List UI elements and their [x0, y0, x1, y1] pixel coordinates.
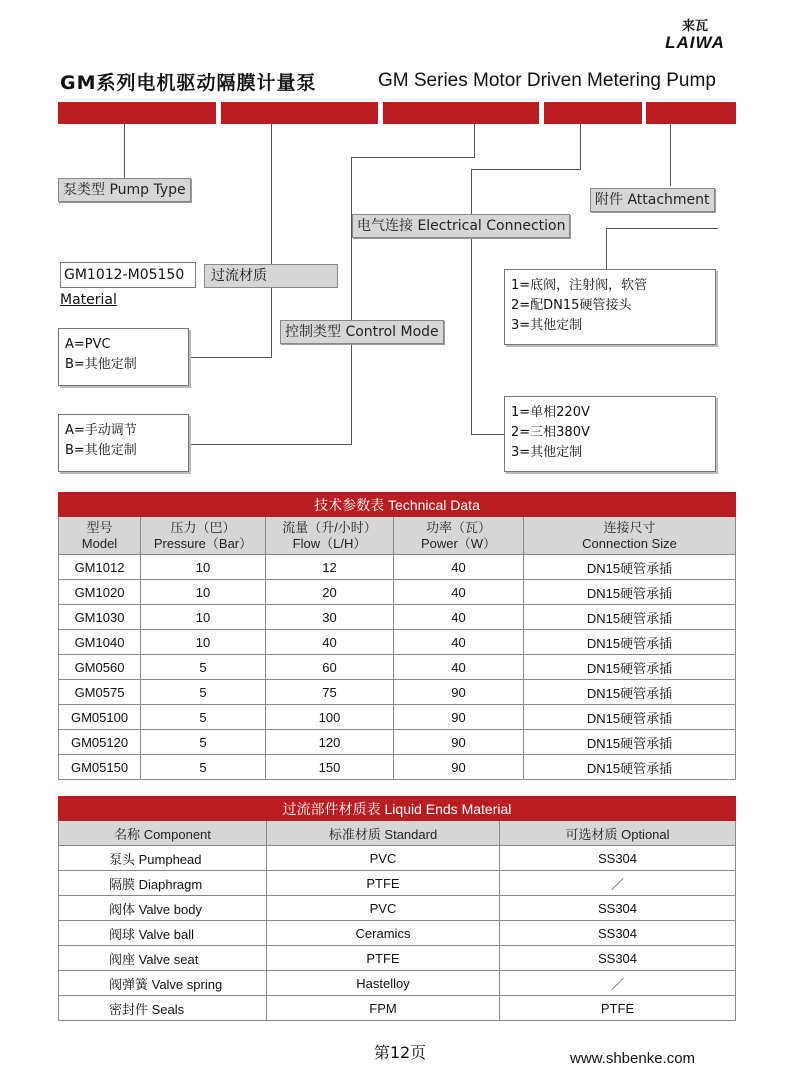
header-model: 型号 Model — [59, 517, 141, 555]
option-line: B=其他定制 — [65, 443, 137, 458]
header-component: 名称 Component — [59, 821, 267, 846]
connector-line — [471, 169, 581, 170]
connector-line — [471, 434, 505, 435]
option-line: A=PVC — [65, 337, 111, 352]
logo-cn: 来瓦 — [681, 19, 708, 34]
code-segment-2 — [221, 102, 378, 124]
connector-line — [351, 157, 475, 158]
connector-line — [190, 357, 272, 358]
option-line: 2=三相380V — [511, 425, 590, 440]
table-row: GM0560 5 60 40 DN15硬管承插 — [59, 655, 736, 680]
liquid-ends-material-table — [58, 796, 736, 1021]
attachment-options-box — [504, 269, 716, 345]
table-row: GM1020 10 20 40 DN15硬管承插 — [59, 580, 736, 605]
option-line: 2=配DN15硬管接头 — [511, 298, 632, 313]
material-options-box — [58, 328, 189, 386]
header-power: 功率（瓦） Power（W） — [394, 517, 524, 555]
code-segment-5 — [646, 102, 736, 124]
option-line: B=其他定制 — [65, 357, 137, 372]
connector-line — [271, 124, 272, 358]
option-line: 1=单相220V — [511, 405, 590, 420]
control-options-box — [58, 414, 189, 472]
title-cn: GM系列电机驱动隔膜计量泵 — [60, 72, 317, 94]
code-segment-3 — [383, 102, 539, 124]
option-line: 3=其他定制 — [511, 445, 583, 460]
electrical-connection-label: 电气连接 Electrical Connection — [352, 214, 570, 238]
table-row: 阀座 Valve seat PTFE SS304 — [59, 946, 736, 971]
material-label-en: Material — [60, 292, 117, 308]
connector-line — [474, 124, 475, 158]
table-row: GM05150 5 150 90 DN15硬管承插 — [59, 755, 736, 780]
option-line: A=手动调节 — [65, 423, 137, 438]
connector-line — [190, 444, 352, 445]
connector-line — [606, 228, 718, 229]
title-en: GM Series Motor Driven Metering Pump — [378, 70, 716, 91]
logo-en: LAIWA — [665, 33, 725, 52]
table-row: 隔膜 Diaphragm PTFE ／ — [59, 871, 736, 896]
connector-line — [124, 124, 125, 180]
table-row: GM05100 5 100 90 DN15硬管承插 — [59, 705, 736, 730]
header-pressure: 压力（巴） Pressure（Bar） — [141, 517, 266, 555]
material-table-caption: 过流部件材质表 Liquid Ends Material — [59, 797, 736, 821]
table-row: GM0575 5 75 90 DN15硬管承插 — [59, 680, 736, 705]
option-line: 3=其他定制 — [511, 318, 583, 333]
header-connection-size: 连接尺寸 Connection Size — [524, 517, 736, 555]
connector-line — [580, 124, 581, 170]
connector-line — [351, 157, 352, 445]
material-label-cn: 过流材质 — [204, 264, 338, 288]
connector-line — [670, 124, 671, 186]
option-line: 1=底阀，注射阀，软管 — [511, 278, 648, 293]
table-row: 阀弹簧 Valve spring Hastelloy ／ — [59, 971, 736, 996]
brand-logo — [660, 20, 730, 52]
connector-line — [606, 228, 607, 270]
table-row: GM1012 10 12 40 DN15硬管承插 — [59, 555, 736, 580]
table-row: 阀体 Valve body PVC SS304 — [59, 896, 736, 921]
connector-line — [471, 169, 472, 435]
pump-type-label: 泵类型 Pump Type — [58, 178, 191, 202]
header-optional: 可选材质 Optional — [500, 821, 736, 846]
code-segment-4 — [544, 102, 642, 124]
technical-data-caption: 技术参数表 Technical Data — [59, 493, 736, 517]
header-standard: 标准材质 Standard — [267, 821, 500, 846]
header-flow: 流量（升/小时） Flow（L/H） — [266, 517, 394, 555]
page-number: 第12页 — [373, 1043, 427, 1062]
attachment-label: 附件 Attachment — [590, 188, 715, 212]
table-row: GM05120 5 120 90 DN15硬管承插 — [59, 730, 736, 755]
electrical-options-box — [504, 396, 716, 472]
table-row: 泵头 Pumphead PVC SS304 — [59, 846, 736, 871]
model-code: GM1012-M05150 — [60, 262, 196, 288]
website-url: www.shbenke.com — [570, 1050, 696, 1067]
table-row: 密封件 Seals FPM PTFE — [59, 996, 736, 1021]
table-row: GM1030 10 30 40 DN15硬管承插 — [59, 605, 736, 630]
code-segment-1 — [58, 102, 216, 124]
table-row: GM1040 10 40 40 DN15硬管承插 — [59, 630, 736, 655]
table-row: 阀球 Valve ball Ceramics SS304 — [59, 921, 736, 946]
control-mode-label: 控制类型 Control Mode — [280, 320, 444, 344]
technical-data-table — [58, 492, 736, 780]
